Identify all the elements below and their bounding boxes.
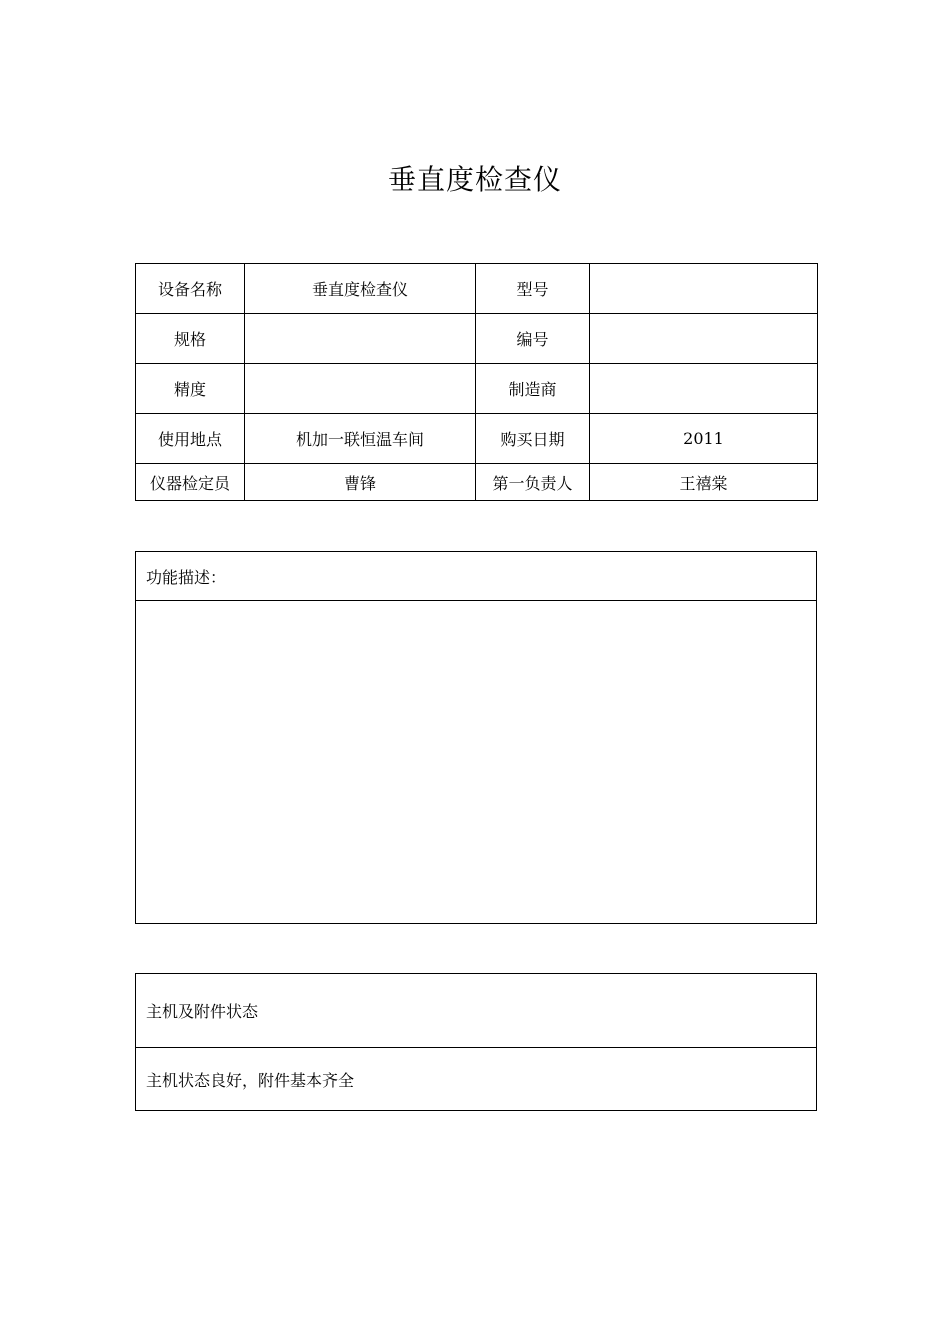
table-row xyxy=(136,601,817,924)
status-heading: 主机及附件状态 xyxy=(136,974,817,1048)
table-row xyxy=(136,364,818,414)
label-cell: 规格 xyxy=(136,314,245,364)
value-cell: 王禧棠 xyxy=(590,464,818,501)
table-row xyxy=(136,974,817,1048)
table-row xyxy=(136,1048,817,1111)
label-cell: 编号 xyxy=(476,314,590,364)
equipment-info-table xyxy=(135,263,818,501)
table-row xyxy=(136,414,818,464)
value-cell: 机加一联恒温车间 xyxy=(245,414,476,464)
value-cell xyxy=(245,364,476,414)
value-cell xyxy=(245,314,476,364)
label-cell: 精度 xyxy=(136,364,245,414)
status-table xyxy=(135,973,817,1111)
label-cell: 制造商 xyxy=(476,364,590,414)
label-cell: 购买日期 xyxy=(476,414,590,464)
function-content xyxy=(136,601,817,924)
table-row xyxy=(136,264,818,314)
value-cell xyxy=(590,314,818,364)
function-description-table xyxy=(135,551,817,924)
table-row xyxy=(136,314,818,364)
label-cell: 使用地点 xyxy=(136,414,245,464)
table-row xyxy=(136,464,818,501)
value-cell xyxy=(590,264,818,314)
status-content: 主机状态良好，附件基本齐全 xyxy=(136,1048,817,1111)
value-cell: 2011 xyxy=(590,414,818,464)
value-cell: 垂直度检查仪 xyxy=(245,264,476,314)
label-cell: 仪器检定员 xyxy=(136,464,245,501)
value-cell: 曹锋 xyxy=(245,464,476,501)
function-heading: 功能描述： xyxy=(136,552,817,601)
table-row xyxy=(136,552,817,601)
label-cell: 型号 xyxy=(476,264,590,314)
page-title: 垂直度检查仪 xyxy=(387,163,562,196)
label-cell: 设备名称 xyxy=(136,264,245,314)
value-cell xyxy=(590,364,818,414)
label-cell: 第一负责人 xyxy=(476,464,590,501)
